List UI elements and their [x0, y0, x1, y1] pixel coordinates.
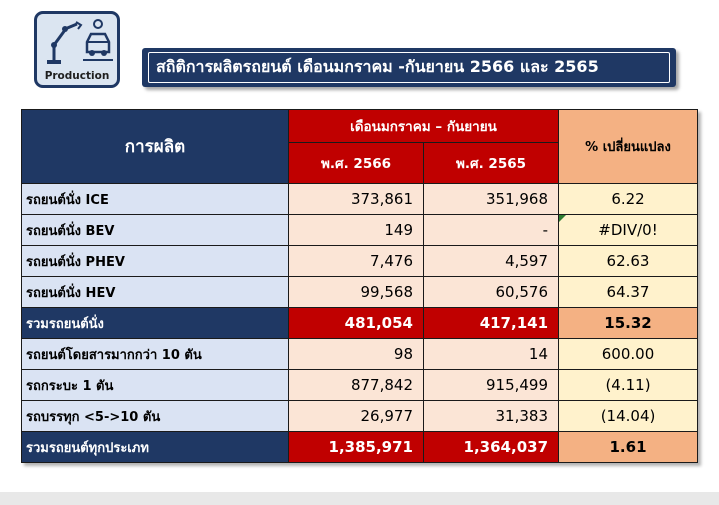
value-2565: 14	[424, 339, 559, 370]
row-label: รถยนต์นั่ง HEV	[22, 277, 289, 308]
table-row	[22, 277, 698, 308]
value-2565: 60,576	[424, 277, 559, 308]
value-2566: 1,385,971	[289, 432, 424, 463]
row-label: รถยนต์นั่ง BEV	[22, 215, 289, 246]
value-2565: 417,141	[424, 308, 559, 339]
header-period: เดือนมกราคม – กันยายน	[289, 110, 559, 143]
value-2566: 877,842	[289, 370, 424, 401]
value-2566: 98	[289, 339, 424, 370]
value-2566: 26,977	[289, 401, 424, 432]
value-2566: 7,476	[289, 246, 424, 277]
value-change: (14.04)	[559, 401, 698, 432]
row-label: รวมรถยนต์ทุกประเภท	[22, 432, 289, 463]
value-2566: 149	[289, 215, 424, 246]
value-change: 64.37	[559, 277, 698, 308]
production-table	[21, 109, 698, 463]
production-logo	[34, 11, 120, 88]
header-change: % เปลี่ยนแปลง	[559, 110, 698, 184]
row-label: รถยนต์นั่ง PHEV	[22, 246, 289, 277]
value-2565: 4,597	[424, 246, 559, 277]
header-year-2566: พ.ศ. 2566	[289, 143, 424, 184]
table-row	[22, 370, 698, 401]
value-2565: 31,383	[424, 401, 559, 432]
table-row	[22, 339, 698, 370]
value-change: (4.11)	[559, 370, 698, 401]
value-change: 1.61	[559, 432, 698, 463]
value-change: 600.00	[559, 339, 698, 370]
row-label: รถยนต์โดยสารมากกว่า 10 ตัน	[22, 339, 289, 370]
table-row	[22, 215, 698, 246]
table-row	[22, 401, 698, 432]
value-change: 6.22	[559, 184, 698, 215]
row-label: รถกระบะ 1 ตัน	[22, 370, 289, 401]
footer-strip	[0, 492, 719, 505]
grand-total-row	[22, 432, 698, 463]
value-2565: 1,364,037	[424, 432, 559, 463]
value-2566: 99,568	[289, 277, 424, 308]
row-label: รถบรรทุก <5->10 ตัน	[22, 401, 289, 432]
value-change: #DIV/0!	[559, 215, 698, 246]
subtotal-row	[22, 308, 698, 339]
value-change: 15.32	[559, 308, 698, 339]
table-row	[22, 184, 698, 215]
value-change: 62.63	[559, 246, 698, 277]
row-label: รถยนต์นั่ง ICE	[22, 184, 289, 215]
value-2565: 351,968	[424, 184, 559, 215]
production-robot-car-icon	[43, 16, 113, 68]
page-title	[142, 48, 676, 87]
table-row	[22, 246, 698, 277]
value-2565: 915,499	[424, 370, 559, 401]
header-year-2565: พ.ศ. 2565	[424, 143, 559, 184]
header-production: การผลิต	[22, 110, 289, 184]
value-2566: 481,054	[289, 308, 424, 339]
page-title-text: สถิติการผลิตรถยนต์ เดือนมกราคม -กันยายน 2566 และ 2565	[156, 57, 599, 76]
value-2566: 373,861	[289, 184, 424, 215]
row-label: รวมรถยนต์นั่ง	[22, 308, 289, 339]
value-2565: -	[424, 215, 559, 246]
logo-label: Production	[44, 70, 110, 82]
